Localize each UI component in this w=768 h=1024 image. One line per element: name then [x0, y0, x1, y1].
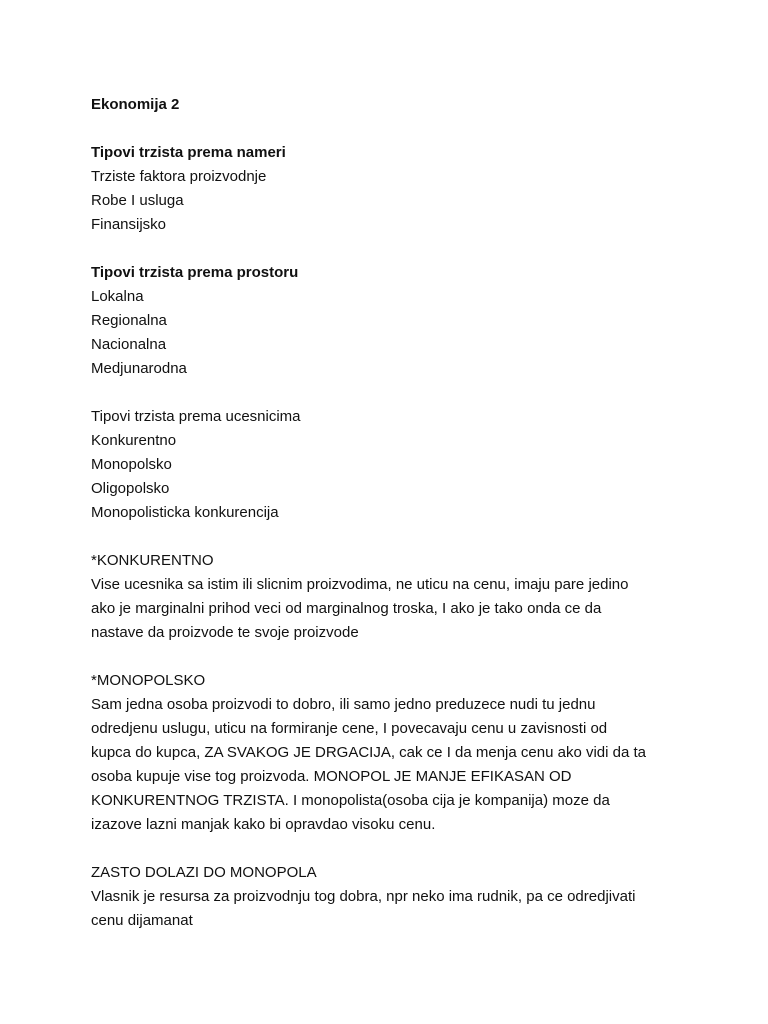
document-title: Ekonomija 2 [91, 96, 180, 113]
paragraph-gap [91, 837, 691, 861]
paragraph-line: ako je marginalni prihod veci od marginalnog troska, I ako je tako onda ce da [91, 600, 602, 617]
paragraph-gap [91, 381, 691, 405]
paragraph-gap [91, 645, 691, 669]
section-heading-konkurentno: *KONKURENTNO [91, 552, 214, 569]
paragraph-line: odredjenu uslugu, uticu na formiranje cene, I povecavaju cenu u zavisnosti od [91, 720, 608, 737]
list-item: Finansijsko [91, 216, 167, 233]
list-item: Trziste faktora proizvodnje [91, 168, 267, 185]
section-heading-ucesnici: Tipovi trzista prema ucesnicima [91, 408, 301, 425]
paragraph-line: Vise ucesnika sa istim ili slicnim proizvodima, ne uticu na cenu, imaju pare jedino [91, 576, 629, 593]
list-item: Lokalna [91, 288, 144, 305]
document-body [91, 93, 691, 933]
list-item: Regionalna [91, 312, 167, 329]
paragraph-line: cenu dijamanat [91, 912, 193, 929]
paragraph-gap [91, 117, 691, 141]
paragraph-line: osoba kupuje vise tog proizvoda. MONOPOL JE MANJE EFIKASAN OD [91, 768, 572, 785]
paragraph-gap [91, 237, 691, 261]
list-item: Robe I usluga [91, 192, 184, 209]
list-item: Monopolsko [91, 456, 172, 473]
list-item: Konkurentno [91, 432, 177, 449]
list-item: Monopolisticka konkurencija [91, 504, 279, 521]
paragraph-gap [91, 525, 691, 549]
section-heading-namera: Tipovi trzista prema nameri [91, 144, 286, 161]
section-heading-zasto: ZASTO DOLAZI DO MONOPOLA [91, 864, 317, 881]
paragraph-line: nastave da proizvode te svoje proizvode [91, 624, 359, 641]
section-heading-monopolsko: *MONOPOLSKO [91, 672, 206, 689]
paragraph-line: kupca do kupca, ZA SVAKOG JE DRGACIJA, cak ce I da menja cenu ako vidi da ta [91, 744, 646, 761]
list-item: Nacionalna [91, 336, 167, 353]
paragraph-line: Sam jedna osoba proizvodi to dobro, ili samo jedno preduzece nudi tu jednu [91, 696, 596, 713]
paragraph-line: KONKURENTNOG TRZISTA. I monopolista(osoba cija je kompanija) moze da [91, 792, 610, 809]
paragraph-line: Vlasnik je resursa za proizvodnju tog dobra, npr neko ima rudnik, pa ce odredjivati [91, 888, 636, 905]
list-item: Medjunarodna [91, 360, 187, 377]
section-heading-prostor: Tipovi trzista prema prostoru [91, 264, 299, 281]
list-item: Oligopolsko [91, 480, 170, 497]
paragraph-line: izazove lazni manjak kako bi opravdao visoku cenu. [91, 816, 436, 833]
